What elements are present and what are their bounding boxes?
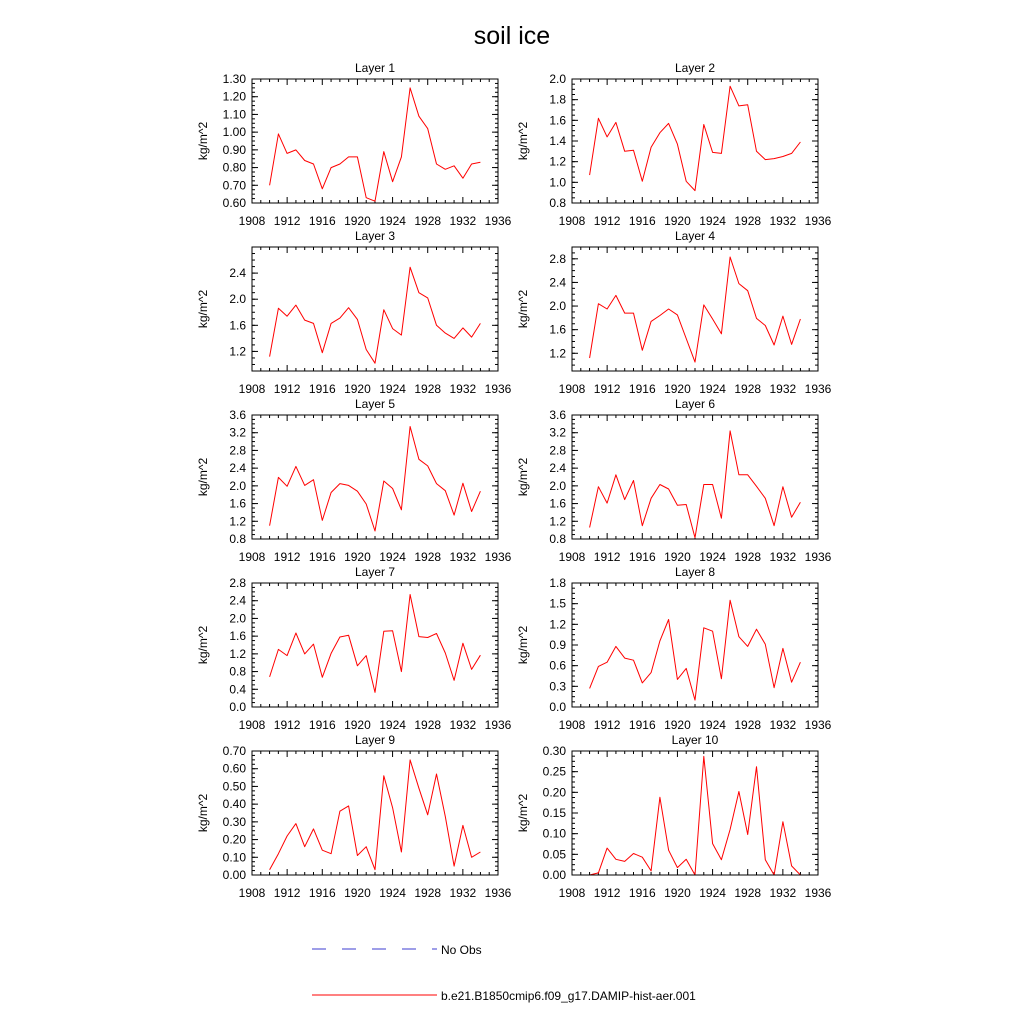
layer-8-y-tick-label: 1.2 <box>549 617 566 632</box>
layer-10-x-tick-label: 1936 <box>804 886 832 900</box>
layer-2-x-tick-label: 1932 <box>769 214 797 228</box>
layer-6-x-tick-label: 1920 <box>664 550 691 564</box>
layer-3-panel <box>196 229 512 396</box>
layer-8-y-axis-label: kg/m^2 <box>516 625 530 665</box>
layer-7-x-tick-label: 1932 <box>449 718 477 732</box>
layer-3-x-tick-label: 1932 <box>449 382 477 396</box>
layer-2-y-tick-label: 0.8 <box>549 196 566 210</box>
layer-8-y-tick-label: 0.3 <box>549 679 566 694</box>
layer-4-panel <box>516 229 832 396</box>
layer-10-y-tick-label: 0.10 <box>542 826 566 841</box>
layer-7-y-tick-label: 2.0 <box>229 611 246 626</box>
layer-9-x-tick-label: 1916 <box>308 886 336 900</box>
layer-10-y-tick-label: 0.00 <box>542 868 566 882</box>
layer-2-x-tick-label: 1924 <box>699 214 726 228</box>
layer-5-y-tick-label: 3.2 <box>229 425 246 440</box>
layer-7-y-axis-label: kg/m^2 <box>196 625 210 665</box>
layer-9-x-tick-label: 1908 <box>238 886 266 900</box>
layer-8-x-tick-label: 1908 <box>558 718 586 732</box>
layer-7-y-tick-label: 0.8 <box>229 664 246 679</box>
layer-10-title: Layer 10 <box>671 733 719 747</box>
layer-3-title: Layer 3 <box>354 229 396 243</box>
layer-6-y-tick-label: 0.8 <box>549 532 566 546</box>
layer-3-y-tick-label: 1.6 <box>229 318 246 333</box>
layer-2-series-line <box>590 86 801 190</box>
layer-7-series-line <box>270 595 481 693</box>
layer-2-y-tick-label: 1.4 <box>549 134 566 148</box>
layer-9-y-tick-label: 0.70 <box>222 744 246 758</box>
layer-3-x-tick-label: 1916 <box>308 382 336 396</box>
layer-6-title: Layer 6 <box>674 397 716 411</box>
layer-2-x-tick-label: 1936 <box>804 214 832 228</box>
layer-10-series-line <box>590 756 801 875</box>
layer-8-y-tick-label: 0.0 <box>549 700 566 714</box>
layer-10-x-tick-label: 1908 <box>558 886 586 900</box>
layer-7-title: Layer 7 <box>354 565 396 579</box>
layer-1-x-tick-label: 1928 <box>414 214 442 228</box>
layer-6-x-tick-label: 1928 <box>734 550 762 564</box>
layer-3-y-tick-label: 2.0 <box>229 292 246 307</box>
layer-8-y-tick-label: 1.5 <box>549 596 566 611</box>
layer-5-plot-frame <box>252 415 498 539</box>
layer-8-x-tick-label: 1928 <box>734 718 762 732</box>
layer-8-plot-frame <box>572 583 818 707</box>
layer-3-y-tick-label: 2.4 <box>229 266 246 281</box>
layer-9-y-axis-label: kg/m^2 <box>196 793 210 833</box>
layer-7-y-tick-label: 0.0 <box>229 700 246 714</box>
layer-1-y-tick-label: 0.80 <box>222 160 246 175</box>
layer-1-y-tick-label: 1.30 <box>222 72 246 86</box>
layer-1-x-tick-label: 1932 <box>449 214 477 228</box>
layer-6-y-tick-label: 2.0 <box>549 478 566 493</box>
layer-2-x-tick-label: 1920 <box>664 214 691 228</box>
layer-5-x-tick-label: 1908 <box>238 550 266 564</box>
layer-9-x-tick-label: 1932 <box>449 886 477 900</box>
layer-2-x-tick-label: 1908 <box>558 214 586 228</box>
layer-4-x-tick-label: 1916 <box>628 382 656 396</box>
layer-7-x-tick-label: 1928 <box>414 718 442 732</box>
layer-9-y-tick-label: 0.50 <box>222 779 246 794</box>
layer-3-x-tick-label: 1936 <box>484 382 512 396</box>
layer-6-x-tick-label: 1924 <box>699 550 726 564</box>
layer-7-y-tick-label: 2.4 <box>229 593 246 608</box>
layer-6-plot-frame <box>572 415 818 539</box>
layer-1-plot-frame <box>252 79 498 203</box>
layer-4-x-tick-label: 1924 <box>699 382 726 396</box>
layer-4-x-tick-label: 1932 <box>769 382 797 396</box>
layer-2-x-tick-label: 1928 <box>734 214 762 228</box>
legend-no-obs-label: No Obs <box>441 943 482 957</box>
legend <box>312 943 696 1003</box>
layer-6-y-axis-label: kg/m^2 <box>516 457 530 497</box>
layer-10-x-tick-label: 1928 <box>734 886 762 900</box>
layer-10-x-tick-label: 1924 <box>699 886 726 900</box>
layer-4-y-tick-label: 1.2 <box>549 346 566 361</box>
layer-9-y-tick-label: 0.40 <box>222 797 246 812</box>
layer-10-x-tick-label: 1932 <box>769 886 797 900</box>
layer-5-y-tick-label: 1.2 <box>229 514 246 529</box>
layer-6-series-line <box>590 431 801 538</box>
layer-10-y-tick-label: 0.05 <box>542 847 566 862</box>
layer-5-panel <box>196 397 512 564</box>
layer-6-x-tick-label: 1916 <box>628 550 656 564</box>
layer-1-series-line <box>270 88 481 201</box>
layer-4-x-tick-label: 1908 <box>558 382 586 396</box>
layer-7-y-tick-label: 2.8 <box>229 576 246 590</box>
layer-6-y-tick-label: 2.8 <box>549 443 566 458</box>
layer-7-x-tick-label: 1936 <box>484 718 512 732</box>
layer-6-y-tick-label: 3.6 <box>549 408 566 422</box>
layer-10-plot-frame <box>572 751 818 875</box>
layer-9-x-tick-label: 1912 <box>273 886 301 900</box>
layer-5-y-tick-label: 2.4 <box>229 461 246 476</box>
layer-5-title: Layer 5 <box>354 397 396 411</box>
layer-5-y-tick-label: 1.6 <box>229 496 246 511</box>
legend-model-label: b.e21.B1850cmip6.f09_g17.DAMIP-hist-aer.001 <box>441 989 696 1003</box>
layer-9-y-tick-label: 0.20 <box>222 832 246 847</box>
layer-4-x-tick-label: 1920 <box>664 382 691 396</box>
layer-9-y-tick-label: 0.30 <box>222 814 246 829</box>
layer-5-x-tick-label: 1928 <box>414 550 442 564</box>
layer-7-x-tick-label: 1912 <box>273 718 301 732</box>
layer-10-y-tick-label: 0.30 <box>542 744 566 758</box>
layer-8-x-tick-label: 1916 <box>628 718 656 732</box>
figure-title: soil ice <box>473 22 551 50</box>
layer-1-y-tick-label: 1.00 <box>222 125 246 140</box>
layer-9-x-tick-label: 1928 <box>414 886 442 900</box>
layer-1-x-tick-label: 1924 <box>379 214 406 228</box>
layer-8-y-tick-label: 1.8 <box>549 576 566 590</box>
layer-3-x-tick-label: 1928 <box>414 382 442 396</box>
layer-4-y-axis-label: kg/m^2 <box>516 289 530 329</box>
layer-5-y-axis-label: kg/m^2 <box>196 457 210 497</box>
layer-5-x-tick-label: 1936 <box>484 550 512 564</box>
layer-4-plot-frame <box>572 247 818 371</box>
layer-4-y-tick-label: 2.4 <box>549 275 566 290</box>
layer-5-x-tick-label: 1916 <box>308 550 336 564</box>
layer-9-x-tick-label: 1920 <box>344 886 371 900</box>
layer-8-x-tick-label: 1936 <box>804 718 832 732</box>
layer-2-plot-frame <box>572 79 818 203</box>
layer-2-panel <box>516 61 832 228</box>
layer-3-y-axis-label: kg/m^2 <box>196 289 210 329</box>
panels <box>196 61 832 900</box>
layer-10-x-tick-label: 1916 <box>628 886 656 900</box>
layer-2-y-tick-label: 1.2 <box>549 154 566 169</box>
layer-3-x-tick-label: 1920 <box>344 382 371 396</box>
layer-4-x-tick-label: 1912 <box>593 382 621 396</box>
layer-9-y-tick-label: 0.60 <box>222 761 246 776</box>
layer-1-panel <box>196 61 512 228</box>
layer-7-x-tick-label: 1908 <box>238 718 266 732</box>
layer-6-y-tick-label: 1.6 <box>549 496 566 511</box>
layer-9-title: Layer 9 <box>354 733 396 747</box>
layer-6-x-tick-label: 1932 <box>769 550 797 564</box>
layer-8-x-tick-label: 1932 <box>769 718 797 732</box>
layer-3-x-tick-label: 1908 <box>238 382 266 396</box>
layer-10-y-tick-label: 0.25 <box>542 764 566 779</box>
layer-3-x-tick-label: 1924 <box>379 382 406 396</box>
layer-7-y-tick-label: 0.4 <box>229 682 246 697</box>
layer-3-y-tick-label: 1.2 <box>229 344 246 359</box>
layer-2-title: Layer 2 <box>674 61 716 75</box>
layer-9-plot-frame <box>252 751 498 875</box>
layer-4-x-tick-label: 1936 <box>804 382 832 396</box>
layer-7-x-tick-label: 1916 <box>308 718 336 732</box>
layer-10-x-tick-label: 1920 <box>664 886 691 900</box>
layer-9-x-tick-label: 1924 <box>379 886 406 900</box>
layer-5-x-tick-label: 1920 <box>344 550 371 564</box>
layer-4-y-tick-label: 2.8 <box>549 251 566 266</box>
layer-6-x-tick-label: 1936 <box>804 550 832 564</box>
layer-2-y-tick-label: 1.8 <box>549 92 566 107</box>
layer-4-x-tick-label: 1928 <box>734 382 762 396</box>
layer-1-x-tick-label: 1936 <box>484 214 512 228</box>
layer-5-y-tick-label: 3.6 <box>229 408 246 422</box>
layer-9-series-line <box>270 760 481 870</box>
layer-2-y-axis-label: kg/m^2 <box>516 121 530 161</box>
layer-3-series-line <box>270 267 481 363</box>
layer-8-panel <box>516 565 832 732</box>
layer-7-plot-frame <box>252 583 498 707</box>
layer-6-y-tick-label: 2.4 <box>549 461 566 476</box>
layer-8-x-tick-label: 1924 <box>699 718 726 732</box>
layer-1-x-tick-label: 1916 <box>308 214 336 228</box>
layer-8-y-tick-label: 0.9 <box>549 638 566 652</box>
layer-1-y-tick-label: 0.60 <box>222 196 246 210</box>
layer-1-y-tick-label: 0.70 <box>222 178 246 193</box>
layer-6-y-tick-label: 1.2 <box>549 514 566 529</box>
layer-9-panel <box>196 733 512 900</box>
layer-8-x-tick-label: 1912 <box>593 718 621 732</box>
layer-9-y-tick-label: 0.10 <box>222 850 246 865</box>
layer-4-y-tick-label: 2.0 <box>549 299 566 314</box>
layer-8-series-line <box>590 600 801 700</box>
layer-3-x-tick-label: 1912 <box>273 382 301 396</box>
layer-2-y-tick-label: 1.0 <box>549 175 566 190</box>
layer-2-x-tick-label: 1916 <box>628 214 656 228</box>
layer-1-x-tick-label: 1908 <box>238 214 266 228</box>
layer-5-series-line <box>270 427 481 532</box>
layer-7-panel <box>196 565 512 732</box>
layer-6-x-tick-label: 1912 <box>593 550 621 564</box>
layer-6-y-tick-label: 3.2 <box>549 425 566 440</box>
layer-1-y-tick-label: 0.90 <box>222 142 246 157</box>
layer-1-x-tick-label: 1920 <box>344 214 371 228</box>
layer-7-y-tick-label: 1.6 <box>229 629 246 644</box>
layer-10-y-tick-label: 0.20 <box>542 785 566 800</box>
layer-3-plot-frame <box>252 247 498 371</box>
layer-7-y-tick-label: 1.2 <box>229 646 246 661</box>
layer-5-x-tick-label: 1932 <box>449 550 477 564</box>
layer-7-x-tick-label: 1924 <box>379 718 406 732</box>
layer-1-y-tick-label: 1.20 <box>222 89 246 104</box>
layer-1-y-tick-label: 1.10 <box>222 107 246 122</box>
layer-7-x-tick-label: 1920 <box>344 718 371 732</box>
layer-8-x-tick-label: 1920 <box>664 718 691 732</box>
layer-2-x-tick-label: 1912 <box>593 214 621 228</box>
layer-4-title: Layer 4 <box>674 229 716 243</box>
layer-8-y-tick-label: 0.6 <box>549 658 566 673</box>
layer-5-y-tick-label: 0.8 <box>229 532 246 546</box>
layer-2-y-tick-label: 1.6 <box>549 113 566 128</box>
layer-8-title: Layer 8 <box>674 565 716 579</box>
layer-10-y-axis-label: kg/m^2 <box>516 793 530 833</box>
layer-1-y-axis-label: kg/m^2 <box>196 121 210 161</box>
layer-4-series-line <box>590 257 801 362</box>
layer-10-panel <box>516 733 832 900</box>
layer-5-y-tick-label: 2.8 <box>229 443 246 458</box>
layer-1-x-tick-label: 1912 <box>273 214 301 228</box>
layer-6-panel <box>516 397 832 564</box>
layer-1-title: Layer 1 <box>354 61 396 75</box>
layer-5-y-tick-label: 2.0 <box>229 478 246 493</box>
layer-5-x-tick-label: 1912 <box>273 550 301 564</box>
layer-10-y-tick-label: 0.15 <box>542 806 566 820</box>
layer-5-x-tick-label: 1924 <box>379 550 406 564</box>
layer-9-x-tick-label: 1936 <box>484 886 512 900</box>
layer-2-y-tick-label: 2.0 <box>549 72 566 86</box>
layer-10-x-tick-label: 1912 <box>593 886 621 900</box>
layer-6-x-tick-label: 1908 <box>558 550 586 564</box>
layer-4-y-tick-label: 1.6 <box>549 322 566 337</box>
layer-9-y-tick-label: 0.00 <box>222 868 246 882</box>
